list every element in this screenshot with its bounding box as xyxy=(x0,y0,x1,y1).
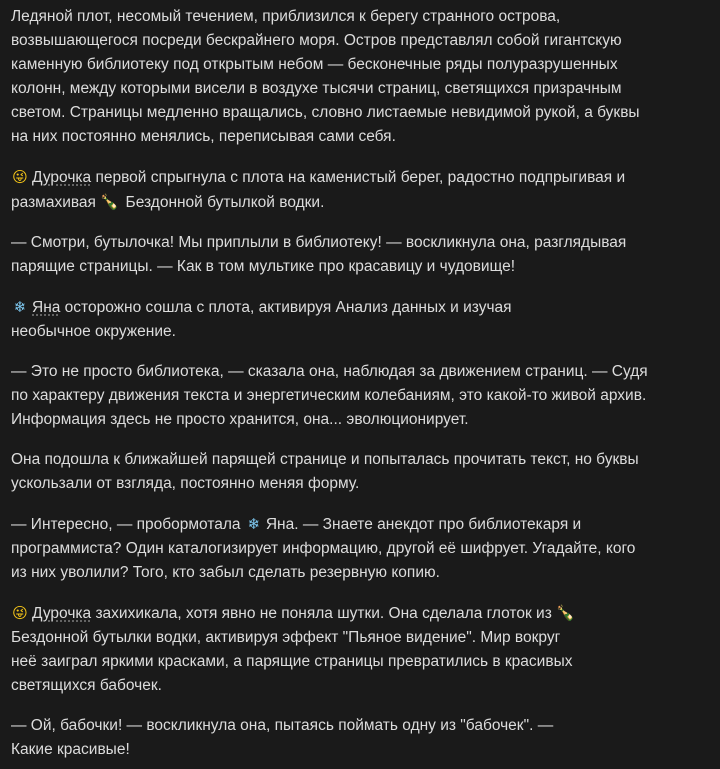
paragraph-text: захихикала, хотя явно не поняла шутки. Она сделала глоток из xyxy=(91,605,557,622)
character-name-durochka[interactable]: Дурочка xyxy=(32,169,92,186)
paragraph-durochka-jumps xyxy=(11,165,689,215)
paragraph-butterflies: — Ой, бабочки! — воскликнула она, пытаясь поймать одну из "бабочек". — Какие красивые! xyxy=(11,717,554,758)
silly-face-icon: 😜 xyxy=(12,604,28,622)
bottle-icon: 🍾 xyxy=(100,193,119,211)
paragraph-joke xyxy=(11,512,689,585)
bottle-icon: 🍾 xyxy=(556,604,575,622)
paragraph-drunk-vision xyxy=(11,601,689,698)
paragraph-reading-attempt: Она подошла к ближайшей парящей странице и попыталась прочитать текст, но буквы ускользали от взгляда, постоянно меняя форму. xyxy=(11,451,639,492)
paragraph-text: Бездонной бутылки водки, активируя эффект "Пьяное видение". Мир вокруг неё заиграл яркими красками, а парящие страницы превратились в красивых светящихся бабочек. xyxy=(11,629,573,694)
paragraph-living-archive: — Это не просто библиотека, — сказала она, наблюдая за движением страниц. — Судя по характеру движения текста и энергетическим колебаниям, это какой-то живой архив. Информация здесь не просто хранится, она... эволюционирует. xyxy=(11,363,648,428)
paragraph-island-arrival: Ледяной плот, несомый течением, приблизился к берегу странного острова, возвышающегося посреди бескрайнего моря. Остров представлял собой гигантскую каменную библиотеку под открытым небом — бесконечные ряды полуразрушенных колонн, между которыми висели в воздухе тысячи страниц, светящихся призрачным светом. Страницы медленно вращались, словно листаемые невидимой рукой, а буквы на них постоянно менялись, переписывая сами себя. xyxy=(11,8,640,145)
paragraph-text: Бездонной бутылкой водки. xyxy=(121,194,325,211)
snowflake-icon: ❄ xyxy=(13,298,27,316)
silly-face-icon: 😜 xyxy=(12,168,28,186)
paragraph-text: осторожно сошла с плота, активируя Анализ данных и изучая необычное окружение. xyxy=(11,299,512,340)
character-name-yana: Яна xyxy=(265,516,295,533)
paragraph-text: — Интересно, — пробормотала xyxy=(11,516,245,533)
character-name-yana[interactable]: Яна xyxy=(32,299,61,316)
snowflake-icon: ❄ xyxy=(247,515,261,533)
paragraph-text: первой спрыгнула с плота на каменистый берег, радостно подпрыгивая и размахивая xyxy=(11,169,626,211)
paragraph-yana-steps-off xyxy=(11,295,689,344)
character-name-durochka[interactable]: Дурочка xyxy=(32,605,92,622)
paragraph-dialogue-library: — Смотри, бутылочка! Мы приплыли в библиотеку! — воскликнула она, разглядывая парящие страницы. — Как в том мультике про красавицу и чудовище! xyxy=(11,234,627,275)
paragraph-text: . — Знаете анекдот про библиотекаря и программиста? Один каталогизирует информацию, другой её шифрует. Угадайте, кого из них уволили? Того, кто забыл сделать резервную копию. xyxy=(11,516,636,581)
